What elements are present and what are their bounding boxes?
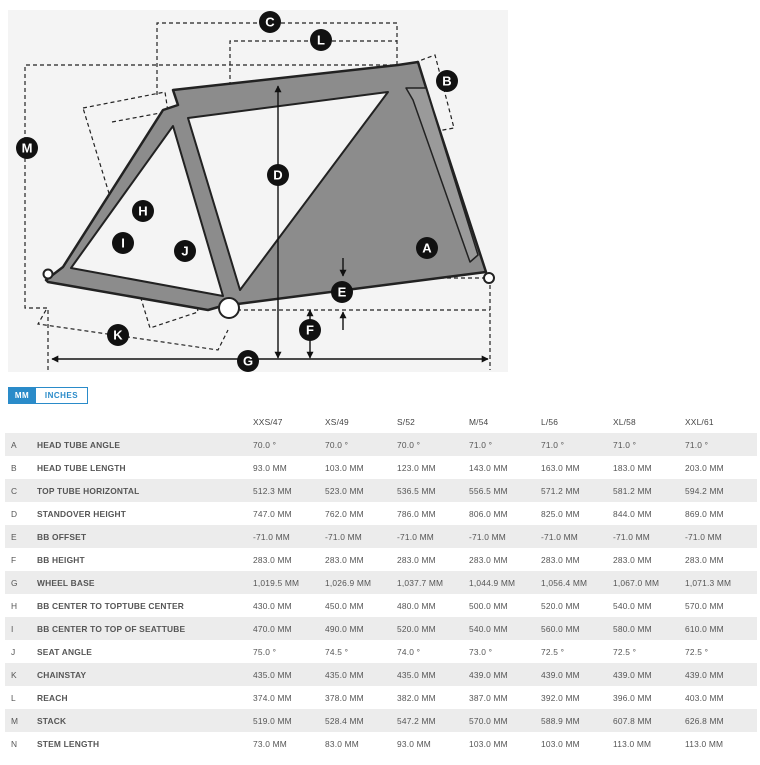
- table-cell: 435.0 MM: [397, 663, 469, 686]
- svg-text:F: F: [306, 322, 314, 338]
- table-cell: 72.5 °: [541, 640, 613, 663]
- row-name: BB OFFSET: [37, 525, 253, 548]
- table-cell: 403.0 MM: [685, 686, 757, 709]
- table-cell: 570.0 MM: [685, 594, 757, 617]
- marker-i: [112, 232, 134, 254]
- table-cell: 374.0 MM: [253, 686, 325, 709]
- svg-text:L: L: [317, 32, 325, 48]
- row-letter: J: [5, 640, 37, 663]
- marker-l: [310, 29, 332, 51]
- table-row: [5, 433, 757, 456]
- table-cell: 1,056.4 MM: [541, 571, 613, 594]
- table-cell: 536.5 MM: [397, 479, 469, 502]
- table-cell: 283.0 MM: [613, 548, 685, 571]
- table-cell: 392.0 MM: [541, 686, 613, 709]
- table-cell: 570.0 MM: [469, 709, 541, 732]
- table-cell: 378.0 MM: [325, 686, 397, 709]
- marker-c: [259, 11, 281, 33]
- size-header: XXL/61: [685, 417, 714, 427]
- table-cell: 103.0 MM: [325, 456, 397, 479]
- table-cell: 71.0 °: [469, 433, 541, 456]
- size-header: L/56: [541, 417, 559, 427]
- table-cell: 93.0 MM: [253, 456, 325, 479]
- front-dropout: [484, 273, 494, 283]
- row-letter: E: [5, 525, 37, 548]
- row-letter: H: [5, 594, 37, 617]
- marker-m: [16, 137, 38, 159]
- row-letter: G: [5, 571, 37, 594]
- table-row: [5, 732, 757, 755]
- header-name-spacer: [37, 411, 253, 433]
- table-cell: 435.0 MM: [253, 663, 325, 686]
- row-letter: I: [5, 617, 37, 640]
- table-cell: 512.3 MM: [253, 479, 325, 502]
- table-cell: -71.0 MM: [325, 525, 397, 548]
- row-letter: M: [5, 709, 37, 732]
- table-cell: 71.0 °: [541, 433, 613, 456]
- table-cell: 435.0 MM: [325, 663, 397, 686]
- size-header: M/54: [469, 417, 489, 427]
- table-cell: 70.0 °: [253, 433, 325, 456]
- table-cell: 143.0 MM: [469, 456, 541, 479]
- row-name: TOP TUBE HORIZONTAL: [37, 479, 253, 502]
- table-cell: 547.2 MM: [397, 709, 469, 732]
- row-letter: L: [5, 686, 37, 709]
- svg-text:A: A: [422, 240, 432, 256]
- table-cell: 183.0 MM: [613, 456, 685, 479]
- table-row: [5, 548, 757, 571]
- row-name: STACK: [37, 709, 253, 732]
- table-cell: 283.0 MM: [253, 548, 325, 571]
- svg-text:D: D: [273, 167, 283, 183]
- table-row: [5, 525, 757, 548]
- table-cell: 283.0 MM: [397, 548, 469, 571]
- marker-f: [299, 319, 321, 341]
- bottom-bracket: [219, 298, 239, 318]
- svg-text:H: H: [138, 203, 148, 219]
- row-name: BB CENTER TO TOPTUBE CENTER: [37, 594, 253, 617]
- table-cell: 762.0 MM: [325, 502, 397, 525]
- table-cell: 540.0 MM: [613, 594, 685, 617]
- table-cell: 490.0 MM: [325, 617, 397, 640]
- table-cell: 283.0 MM: [685, 548, 757, 571]
- table-cell: 72.5 °: [613, 640, 685, 663]
- svg-text:J: J: [181, 243, 189, 259]
- geometry-table: [5, 411, 757, 755]
- row-letter: K: [5, 663, 37, 686]
- table-cell: 610.0 MM: [685, 617, 757, 640]
- table-cell: 430.0 MM: [253, 594, 325, 617]
- table-cell: 450.0 MM: [325, 594, 397, 617]
- table-cell: 439.0 MM: [469, 663, 541, 686]
- marker-d: [267, 164, 289, 186]
- table-cell: -71.0 MM: [541, 525, 613, 548]
- table-row: [5, 479, 757, 502]
- table-cell: -71.0 MM: [613, 525, 685, 548]
- row-name: REACH: [37, 686, 253, 709]
- table-cell: 71.0 °: [613, 433, 685, 456]
- row-letter: C: [5, 479, 37, 502]
- table-cell: -71.0 MM: [253, 525, 325, 548]
- table-cell: 500.0 MM: [469, 594, 541, 617]
- unit-toggle: [8, 387, 88, 404]
- table-cell: 869.0 MM: [685, 502, 757, 525]
- table-cell: 74.0 °: [397, 640, 469, 663]
- row-name: BB HEIGHT: [37, 548, 253, 571]
- table-cell: 1,044.9 MM: [469, 571, 541, 594]
- table-cell: 439.0 MM: [541, 663, 613, 686]
- table-cell: 1,019.5 MM: [253, 571, 325, 594]
- table-row: [5, 571, 757, 594]
- table-cell: -71.0 MM: [469, 525, 541, 548]
- table-cell: 387.0 MM: [469, 686, 541, 709]
- marker-g: [237, 350, 259, 372]
- size-header: XS/49: [325, 417, 349, 427]
- table-cell: 93.0 MM: [397, 732, 469, 755]
- table-cell: 626.8 MM: [685, 709, 757, 732]
- table-cell: -71.0 MM: [685, 525, 757, 548]
- marker-k: [107, 324, 129, 346]
- table-cell: 844.0 MM: [613, 502, 685, 525]
- table-cell: 581.2 MM: [613, 479, 685, 502]
- table-cell: 103.0 MM: [541, 732, 613, 755]
- table-cell: 74.5 °: [325, 640, 397, 663]
- bike-frame: [46, 62, 486, 310]
- table-cell: 607.8 MM: [613, 709, 685, 732]
- table-cell: 113.0 MM: [685, 732, 757, 755]
- geometry-table-body: [5, 433, 757, 755]
- table-cell: 163.0 MM: [541, 456, 613, 479]
- table-cell: 283.0 MM: [325, 548, 397, 571]
- size-header: XL/58: [613, 417, 636, 427]
- table-row: [5, 640, 757, 663]
- table-cell: 382.0 MM: [397, 686, 469, 709]
- table-row: [5, 709, 757, 732]
- table-cell: 283.0 MM: [469, 548, 541, 571]
- table-cell: 523.0 MM: [325, 479, 397, 502]
- table-cell: 83.0 MM: [325, 732, 397, 755]
- table-row: [5, 686, 757, 709]
- table-row: [5, 456, 757, 479]
- table-cell: 123.0 MM: [397, 456, 469, 479]
- svg-text:I: I: [121, 235, 125, 251]
- table-cell: 1,037.7 MM: [397, 571, 469, 594]
- row-name: CHAINSTAY: [37, 663, 253, 686]
- table-cell: 203.0 MM: [685, 456, 757, 479]
- table-cell: 72.5 °: [685, 640, 757, 663]
- row-letter: D: [5, 502, 37, 525]
- row-name: HEAD TUBE LENGTH: [37, 456, 253, 479]
- frame-geometry-diagram: [8, 10, 508, 372]
- table-cell: 113.0 MM: [613, 732, 685, 755]
- marker-j: [174, 240, 196, 262]
- table-cell: 747.0 MM: [253, 502, 325, 525]
- table-cell: 75.0 °: [253, 640, 325, 663]
- table-cell: 439.0 MM: [613, 663, 685, 686]
- svg-text:E: E: [337, 284, 347, 300]
- rear-dropout: [44, 270, 53, 279]
- row-name: STANDOVER HEIGHT: [37, 502, 253, 525]
- row-name: SEAT ANGLE: [37, 640, 253, 663]
- table-cell: 283.0 MM: [541, 548, 613, 571]
- table-cell: 540.0 MM: [469, 617, 541, 640]
- table-cell: 470.0 MM: [253, 617, 325, 640]
- table-cell: 1,026.9 MM: [325, 571, 397, 594]
- size-header: S/52: [397, 417, 416, 427]
- table-cell: 73.0 MM: [253, 732, 325, 755]
- table-cell: 519.0 MM: [253, 709, 325, 732]
- table-cell: 103.0 MM: [469, 732, 541, 755]
- table-cell: 1,071.3 MM: [685, 571, 757, 594]
- table-cell: 480.0 MM: [397, 594, 469, 617]
- table-row: [5, 663, 757, 686]
- row-letter: N: [5, 732, 37, 755]
- table-cell: -71.0 MM: [397, 525, 469, 548]
- svg-text:G: G: [242, 353, 254, 369]
- table-cell: 571.2 MM: [541, 479, 613, 502]
- table-header-row: [5, 411, 757, 433]
- table-cell: 70.0 °: [397, 433, 469, 456]
- marker-h: [132, 200, 154, 222]
- table-cell: 825.0 MM: [541, 502, 613, 525]
- table-row: [5, 617, 757, 640]
- marker-a: [416, 237, 438, 259]
- svg-text:C: C: [265, 14, 275, 30]
- table-cell: 439.0 MM: [685, 663, 757, 686]
- table-cell: 560.0 MM: [541, 617, 613, 640]
- row-name: WHEEL BASE: [37, 571, 253, 594]
- table-row: [5, 594, 757, 617]
- table-cell: 520.0 MM: [397, 617, 469, 640]
- table-cell: 580.0 MM: [613, 617, 685, 640]
- frame-geometry-svg: [8, 10, 508, 372]
- table-cell: 70.0 °: [325, 433, 397, 456]
- row-name: BB CENTER TO TOP OF SEATTUBE: [37, 617, 253, 640]
- row-letter: B: [5, 456, 37, 479]
- header-letter-spacer: [5, 411, 37, 433]
- svg-text:K: K: [113, 327, 123, 343]
- row-name: STEM LENGTH: [37, 732, 253, 755]
- svg-text:M: M: [21, 140, 33, 156]
- marker-e: [331, 281, 353, 303]
- table-cell: 73.0 °: [469, 640, 541, 663]
- table-cell: 806.0 MM: [469, 502, 541, 525]
- table-cell: 556.5 MM: [469, 479, 541, 502]
- unit-mm-button[interactable]: MM: [8, 387, 36, 404]
- unit-inches-button[interactable]: INCHES: [36, 387, 88, 404]
- row-letter: F: [5, 548, 37, 571]
- table-cell: 1,067.0 MM: [613, 571, 685, 594]
- table-cell: 520.0 MM: [541, 594, 613, 617]
- size-header: XXS/47: [253, 417, 283, 427]
- table-cell: 528.4 MM: [325, 709, 397, 732]
- row-name: HEAD TUBE ANGLE: [37, 433, 253, 456]
- table-cell: 71.0 °: [685, 433, 757, 456]
- row-letter: A: [5, 433, 37, 456]
- svg-text:B: B: [442, 73, 452, 89]
- table-cell: 396.0 MM: [613, 686, 685, 709]
- table-cell: 786.0 MM: [397, 502, 469, 525]
- table-cell: 594.2 MM: [685, 479, 757, 502]
- table-row: [5, 502, 757, 525]
- marker-b: [436, 70, 458, 92]
- table-cell: 588.9 MM: [541, 709, 613, 732]
